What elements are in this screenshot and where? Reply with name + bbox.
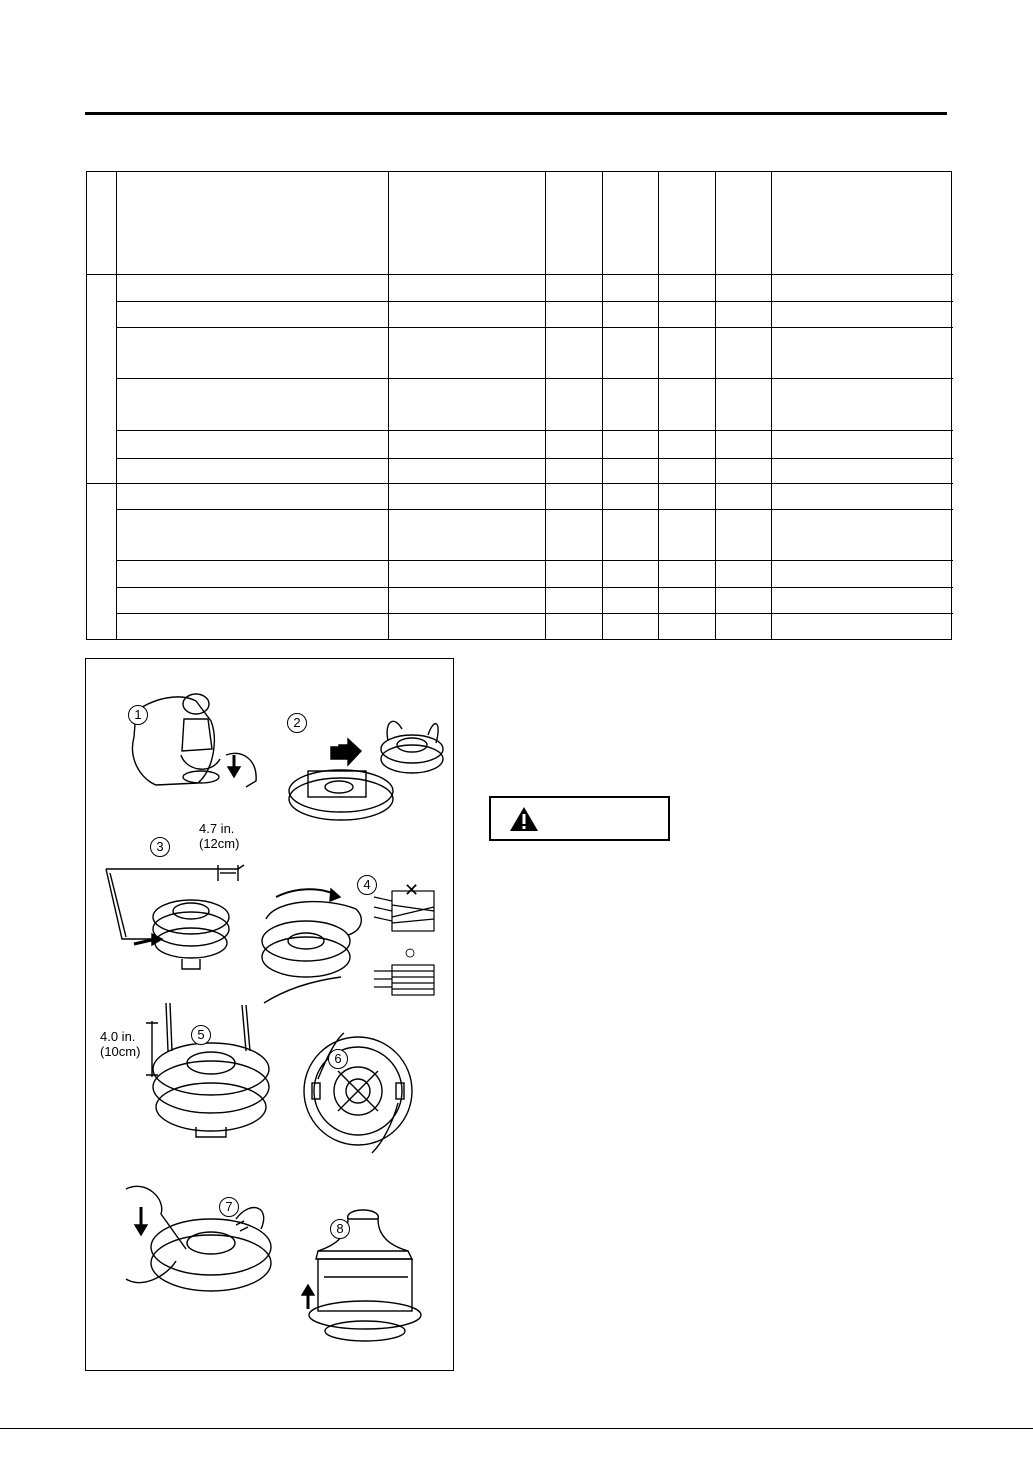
footer-rule: [0, 1428, 1033, 1429]
trimmer-head-drawing: [86, 659, 455, 1372]
table-row: [116, 378, 953, 379]
line-end-inches: 4.0 in.: [100, 1029, 136, 1044]
step8-illustration: [302, 1210, 421, 1341]
step-number-7: 7: [219, 1197, 239, 1217]
step-number-6: 6: [328, 1049, 348, 1069]
table-row: [87, 483, 953, 484]
step5-illustration: [146, 1003, 269, 1137]
table-row: [116, 613, 953, 614]
warning-box: [489, 796, 670, 841]
line-end-measure: [100, 1029, 140, 1059]
step-number-3: 3: [150, 837, 170, 857]
step2-illustration: [289, 721, 443, 820]
warning-triangle-icon: [509, 806, 539, 832]
line-length-measure: [199, 821, 239, 851]
step-number-5: 5: [191, 1025, 211, 1045]
step1-illustration: [133, 694, 257, 787]
table-row: [116, 301, 953, 302]
correct-winding-mark: ○: [404, 942, 417, 964]
table-row: [116, 430, 953, 431]
line-length-inches: 4.7 in.: [199, 821, 235, 836]
wrong-winding-mark: ✕: [404, 880, 420, 900]
step7-illustration: [126, 1186, 271, 1291]
step3-illustration: [106, 865, 244, 969]
maintenance-table: [86, 171, 952, 640]
table-row: [116, 560, 953, 561]
winding-right: [374, 965, 434, 995]
table-row: [116, 509, 953, 510]
line-length-cm: (12cm): [199, 836, 240, 851]
table-row: [116, 587, 953, 588]
table-row: [116, 458, 953, 459]
table-row: [87, 274, 953, 275]
line-end-cm: (10cm): [100, 1044, 141, 1059]
line-replacement-figure: [85, 658, 454, 1371]
header-rule: [85, 112, 947, 115]
step-number-4: 4: [357, 875, 377, 895]
step-number-2: 2: [287, 713, 307, 733]
step-number-1: 1: [128, 705, 148, 725]
step-number-8: 8: [330, 1219, 350, 1239]
table-row: [116, 327, 953, 328]
step6-illustration: [304, 1033, 412, 1153]
